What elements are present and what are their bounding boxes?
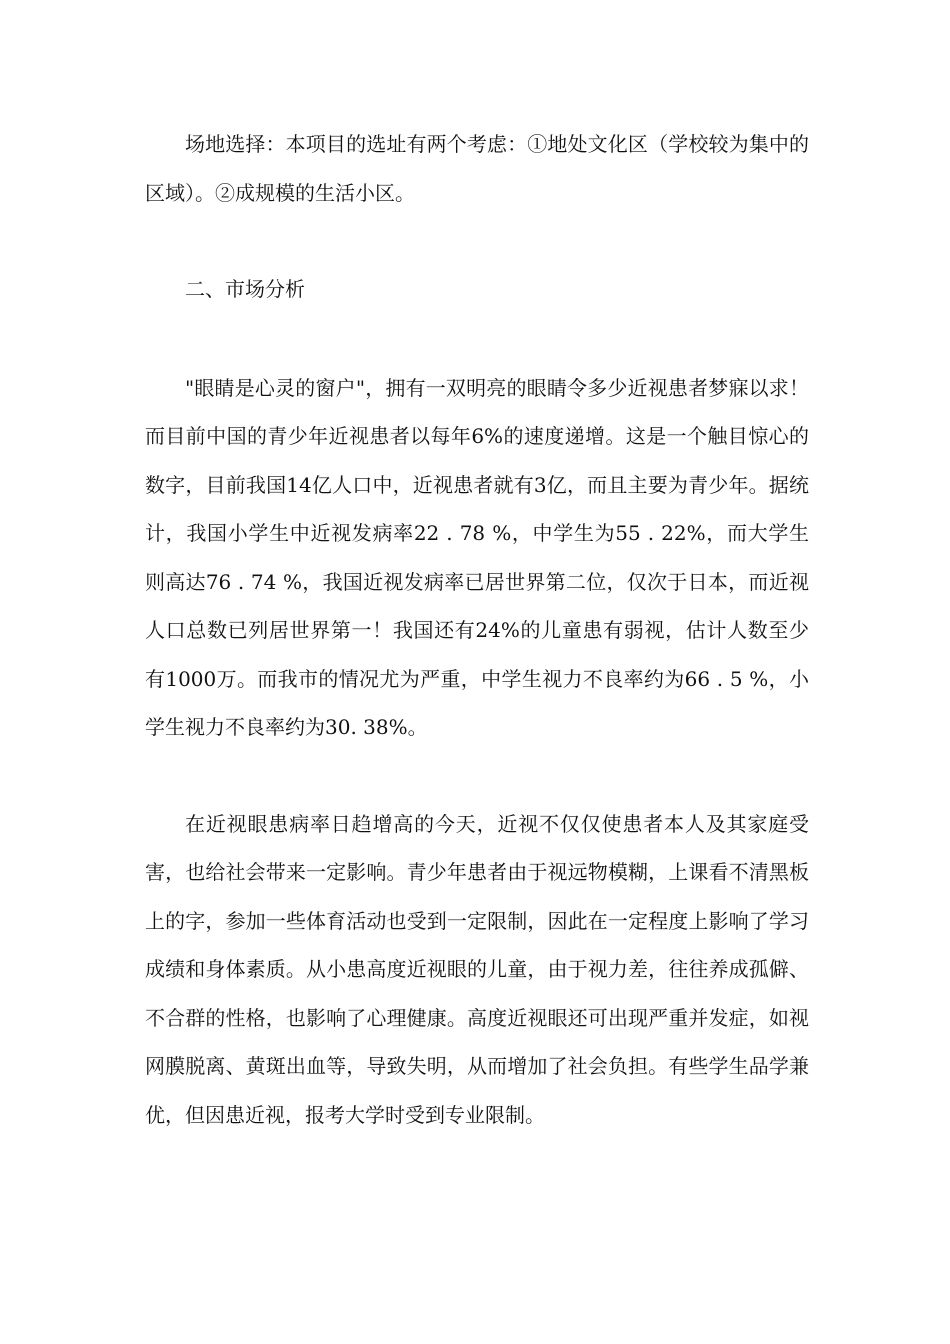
paragraph-myopia-impact: 在近视眼患病率日趋增高的今天，近视不仅仅使患者本人及其家庭受害，也给社会带来一定影响。青少年患者由于视远物模糊，上课看不清黑板上的字，参加一些体育活动也受到一定限制，因此在一定程度上影响了学习成绩和身体素质。从小患高度近视眼的儿童，由于视力差，往往养成孤僻、不合群的性格，也影响了心理健康。高度近视眼还可出现严重并发症，如视网膜脱离、黄斑出血等，导致失明，从而增加了社会负担。有些学生品学兼优，但因患近视，报考大学时受到专业限制。 <box>145 811 809 1127</box>
document-body <box>145 120 809 1139</box>
section-heading-market-analysis: 二、市场分析 <box>185 277 305 301</box>
paragraph-myopia-statistics: "眼睛是心灵的窗户"，拥有一双明亮的眼睛令多少近视患者梦寐以求！而目前中国的青少年近视患者以每年6%的速度递增。这是一个触目惊心的数字，目前我国14亿人口中，近视患者就有3亿，而且主要为青少年。据统计，我国小学生中近视发病率22 . 78 %，中学生为55 . 22%，而大学生则高达76 . 74 %，我国近视发病率已居世界第二位，仅次于日本，而近视人口总数已列居世界第一！我国还有24%的儿童患有弱视，估计人数至少有1000万。而我市的情况尤为严重，中学生视力不良率约为66 . 5 %，小学生视力不良率约为30. 38%。 <box>145 375 809 739</box>
paragraph-site-selection: 场地选择：本项目的选址有两个考虑：①地处文化区（学校较为集中的区域）。②成规模的生活小区。 <box>145 132 809 205</box>
